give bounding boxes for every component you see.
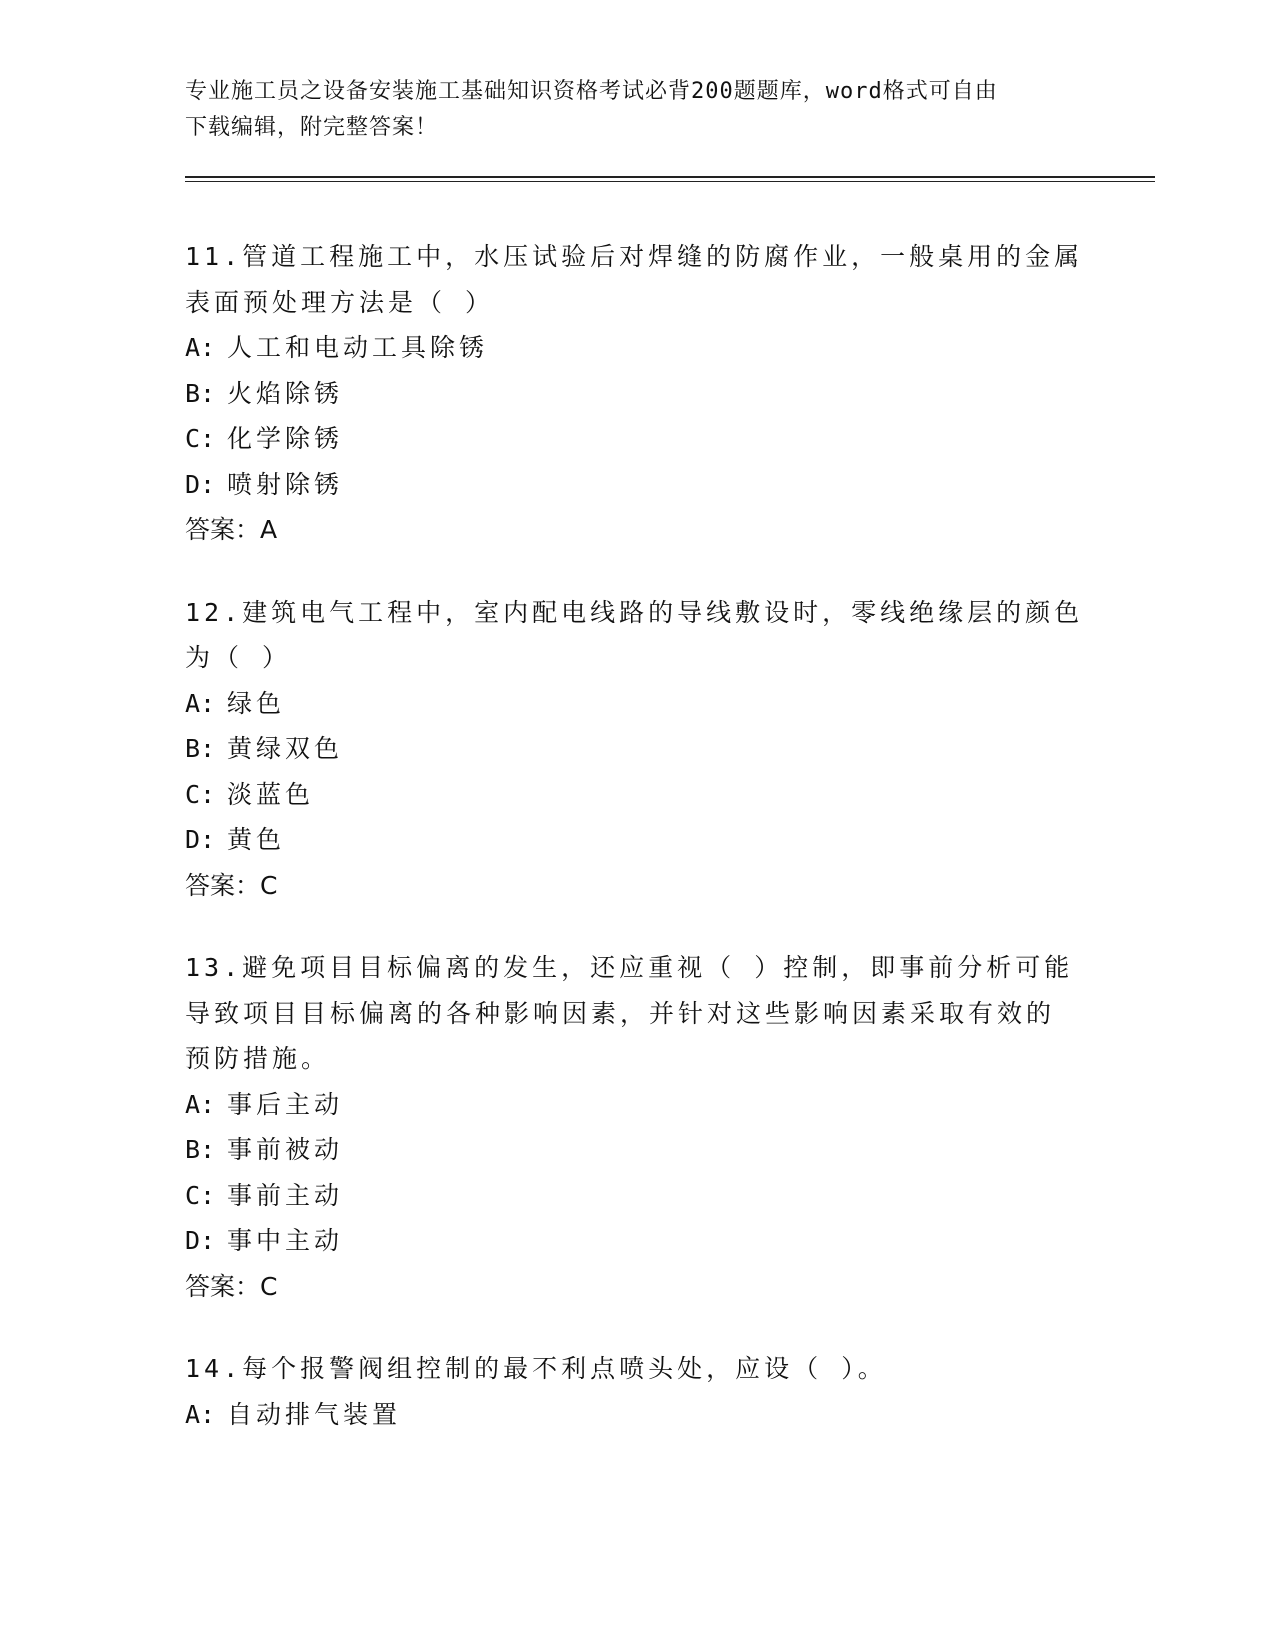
option-text: 化学除锈 <box>227 424 344 453</box>
option-letter: A: <box>185 1089 216 1119</box>
option-b <box>185 726 1085 772</box>
option-c <box>185 1173 1085 1219</box>
header-line-1: 专业施工员之设备安装施工基础知识资格考试必背200题题库，word格式可自由 <box>185 79 998 104</box>
answer-line: 答案：C <box>185 1271 278 1301</box>
option-text: 事中主动 <box>227 1226 344 1255</box>
question-list <box>185 234 1085 1474</box>
stem-line: 11.管道工程施工中，水压试验后对焊缝的防腐作业，一般桌用的金属 <box>185 242 1084 271</box>
option-d <box>185 462 1085 508</box>
answer-line: 答案：A <box>185 515 278 544</box>
question-13 <box>185 945 1085 1309</box>
option-letter: D: <box>185 1226 216 1255</box>
stem-line: 12.建筑电气工程中，室内配电线路的导线敷设时，零线绝缘层的颜色 <box>185 597 1084 627</box>
option-letter: B: <box>185 734 216 763</box>
option-letter: D: <box>185 825 216 854</box>
option-text: 绿色 <box>227 688 286 718</box>
option-text: 事后主动 <box>227 1089 344 1119</box>
option-letter: D: <box>185 469 216 499</box>
header-line-2: 下载编辑，附完整答案！ <box>185 115 439 140</box>
option-letter: A: <box>185 333 216 362</box>
option-text: 事前主动 <box>227 1180 344 1210</box>
option-c <box>185 772 1085 818</box>
option-text: 人工和电动工具除锈 <box>227 333 489 362</box>
option-letter: A: <box>185 688 216 718</box>
question-stem <box>185 234 1085 325</box>
question-14 <box>185 1346 1085 1437</box>
option-letter: B: <box>185 378 216 408</box>
option-text: 黄色 <box>227 825 286 854</box>
stem-line: 表面预处理方法是（ ） <box>185 287 495 317</box>
answer-line: 答案：C <box>185 870 278 900</box>
question-stem <box>185 945 1085 1082</box>
option-c <box>185 416 1085 462</box>
question-stem <box>185 1346 1085 1392</box>
question-stem <box>185 590 1085 681</box>
option-text: 喷射除锈 <box>227 469 344 499</box>
question-12 <box>185 590 1085 909</box>
option-b <box>185 371 1085 417</box>
option-text: 火焰除锈 <box>227 378 344 408</box>
question-11 <box>185 234 1085 553</box>
option-d <box>185 1218 1085 1264</box>
stem-line: 14.每个报警阀组控制的最不利点喷头处，应设（ ）。 <box>185 1354 887 1383</box>
option-text: 黄绿双色 <box>227 734 344 763</box>
option-text: 淡蓝色 <box>227 779 315 809</box>
option-a <box>185 325 1085 371</box>
option-letter: C: <box>185 424 216 453</box>
document-header <box>185 74 1065 146</box>
stem-line: 13.避免项目目标偏离的发生，还应重视（ ）控制，即事前分析可能 <box>185 953 1074 982</box>
option-b <box>185 1127 1085 1173</box>
option-text: 自动排气装置 <box>227 1399 402 1429</box>
option-a <box>185 681 1085 727</box>
option-letter: C: <box>185 779 216 809</box>
stem-line: 导致项目目标偏离的各种影响因素，并针对这些影响因素采取有效的 <box>185 998 1056 1028</box>
option-letter: A: <box>185 1399 216 1429</box>
stem-line: 预防措施。 <box>185 1044 331 1073</box>
option-a <box>185 1392 1085 1438</box>
option-letter: B: <box>185 1135 216 1164</box>
option-d <box>185 817 1085 863</box>
option-a <box>185 1082 1085 1128</box>
header-divider <box>185 176 1155 182</box>
option-text: 事前被动 <box>227 1135 344 1164</box>
option-letter: C: <box>185 1180 216 1210</box>
stem-line: 为（ ） <box>185 643 292 672</box>
